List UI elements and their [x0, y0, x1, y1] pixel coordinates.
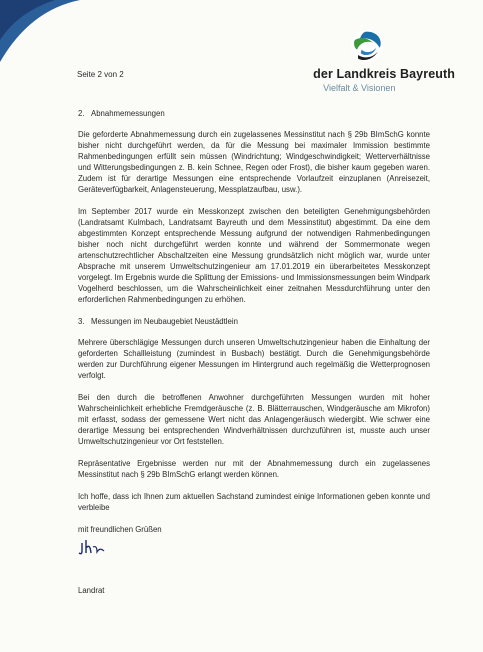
brand-tagline: Vielfalt & Visionen	[323, 83, 396, 93]
section-number: 2.	[78, 109, 85, 118]
section-heading-2	[78, 108, 430, 119]
section-title: Messungen im Neubaugebiet Neustädtlein	[91, 317, 238, 326]
paragraph: Mehrere überschlägige Messungen durch unseren Umweltschutzingenieur haben die Einhaltung der geforderten Schallleistung (zumindest in Busbach) bestätigt. Durch die Genehmigungsbehörde werden zur Durchführung eigener Messungen im Hintergrund auch regelmäßig die Wetterprognosen verfolgt.	[78, 338, 430, 380]
closing-greeting: mit freundlichen Grüßen	[78, 525, 162, 534]
paragraph: Die geforderte Abnahmemessung durch ein zugelassenes Messinstitut nach § 29b BImSchG konnte bisher nicht durchgeführt werden, da für die Messung bei maximaler Immission bestimmte Rahmenbedingungen erfüllt sein müssen (Windrichtung; Windgeschwindigkeit; Wetterverhältnisse und Witterungsbedingungen z. B. kein Schnee, Regen oder Frost), die bisher kaum gegeben waren. Zudem ist für derartige Messungen eine entsprechende Vorlaufzeit einzuplanen (Anreisezeit, Geräteverfügbarkeit, Anlagensteuerung, Messplatzaufbau, usw.).	[78, 130, 430, 194]
section-heading-3	[78, 316, 430, 327]
section-number: 3.	[78, 317, 85, 326]
paragraph: Bei den durch die betroffenen Anwohner durchgeführten Messungen wurden mit hoher Wahrscheinlichkeit erhebliche Fremdgeräusche (z. B. Blätterrauschen, Windgeräusche am Mikrofon) mit erfasst, sodass der gemessene Wert nicht das Anlagengeräusch wiedergibt. Wie schwer eine derartige Messung bei entsprechenden Windverhältnissen durchzuführen ist, musste auch unser Umweltschutzingenieur vor Ort feststellen.	[78, 393, 430, 446]
letter-body	[78, 108, 430, 596]
brand-block	[313, 67, 455, 93]
paragraph: Ich hoffe, dass ich Ihnen zum aktuellen Sachstand zumindest einige Informationen geben konnte und verbleibe	[78, 492, 430, 512]
landkreis-swirl-logo-icon	[349, 28, 385, 64]
corner-swoosh-decoration	[0, 0, 80, 70]
paragraph: Repräsentative Ergebnisse werden nur mit der Abnahmemessung durch ein zugelassenes Messinstitut nach § 29b BImSchG erlangt werden können.	[78, 459, 430, 479]
handwritten-signature	[78, 537, 118, 557]
signatory-role: Landrat	[78, 586, 105, 595]
page-number: Seite 2 von 2	[77, 70, 124, 79]
section-title: Abnahmemessungen	[91, 109, 165, 118]
paragraph: Im September 2017 wurde ein Messkonzept zwischen den beteiligten Genehmigungsbehörden (Landratsamt Kulmbach, Landratsamt Bayreuth und dem Messinstitut) abgestimmt. Da eine dem abgestimmten Konzept entsprechende Messung aufgrund der notwendigen Rahmenbedingungen bisher noch nicht durchgeführt werden konnte und während der Sommermonate wegen artenschutzrechtlicher Abschaltzeiten eine Messung grundsätzlich nicht möglich war, wurde unter Absprache mit unserem Umweltschutzingenieur am 17.01.2019 ein überarbeitetes Messkonzept vorgelegt. Im Ergebnis wurde die Splittung der Emissions- und Immissionsmessungen beim Windpark Vogelherd beschlossen, um die Wahrscheinlichkeit einer zeitnahen Messdurchführung unter den erforderlichen Rahmenbedingungen zu erhöhen.	[78, 207, 430, 304]
brand-name: der Landkreis Bayreuth	[313, 67, 455, 81]
